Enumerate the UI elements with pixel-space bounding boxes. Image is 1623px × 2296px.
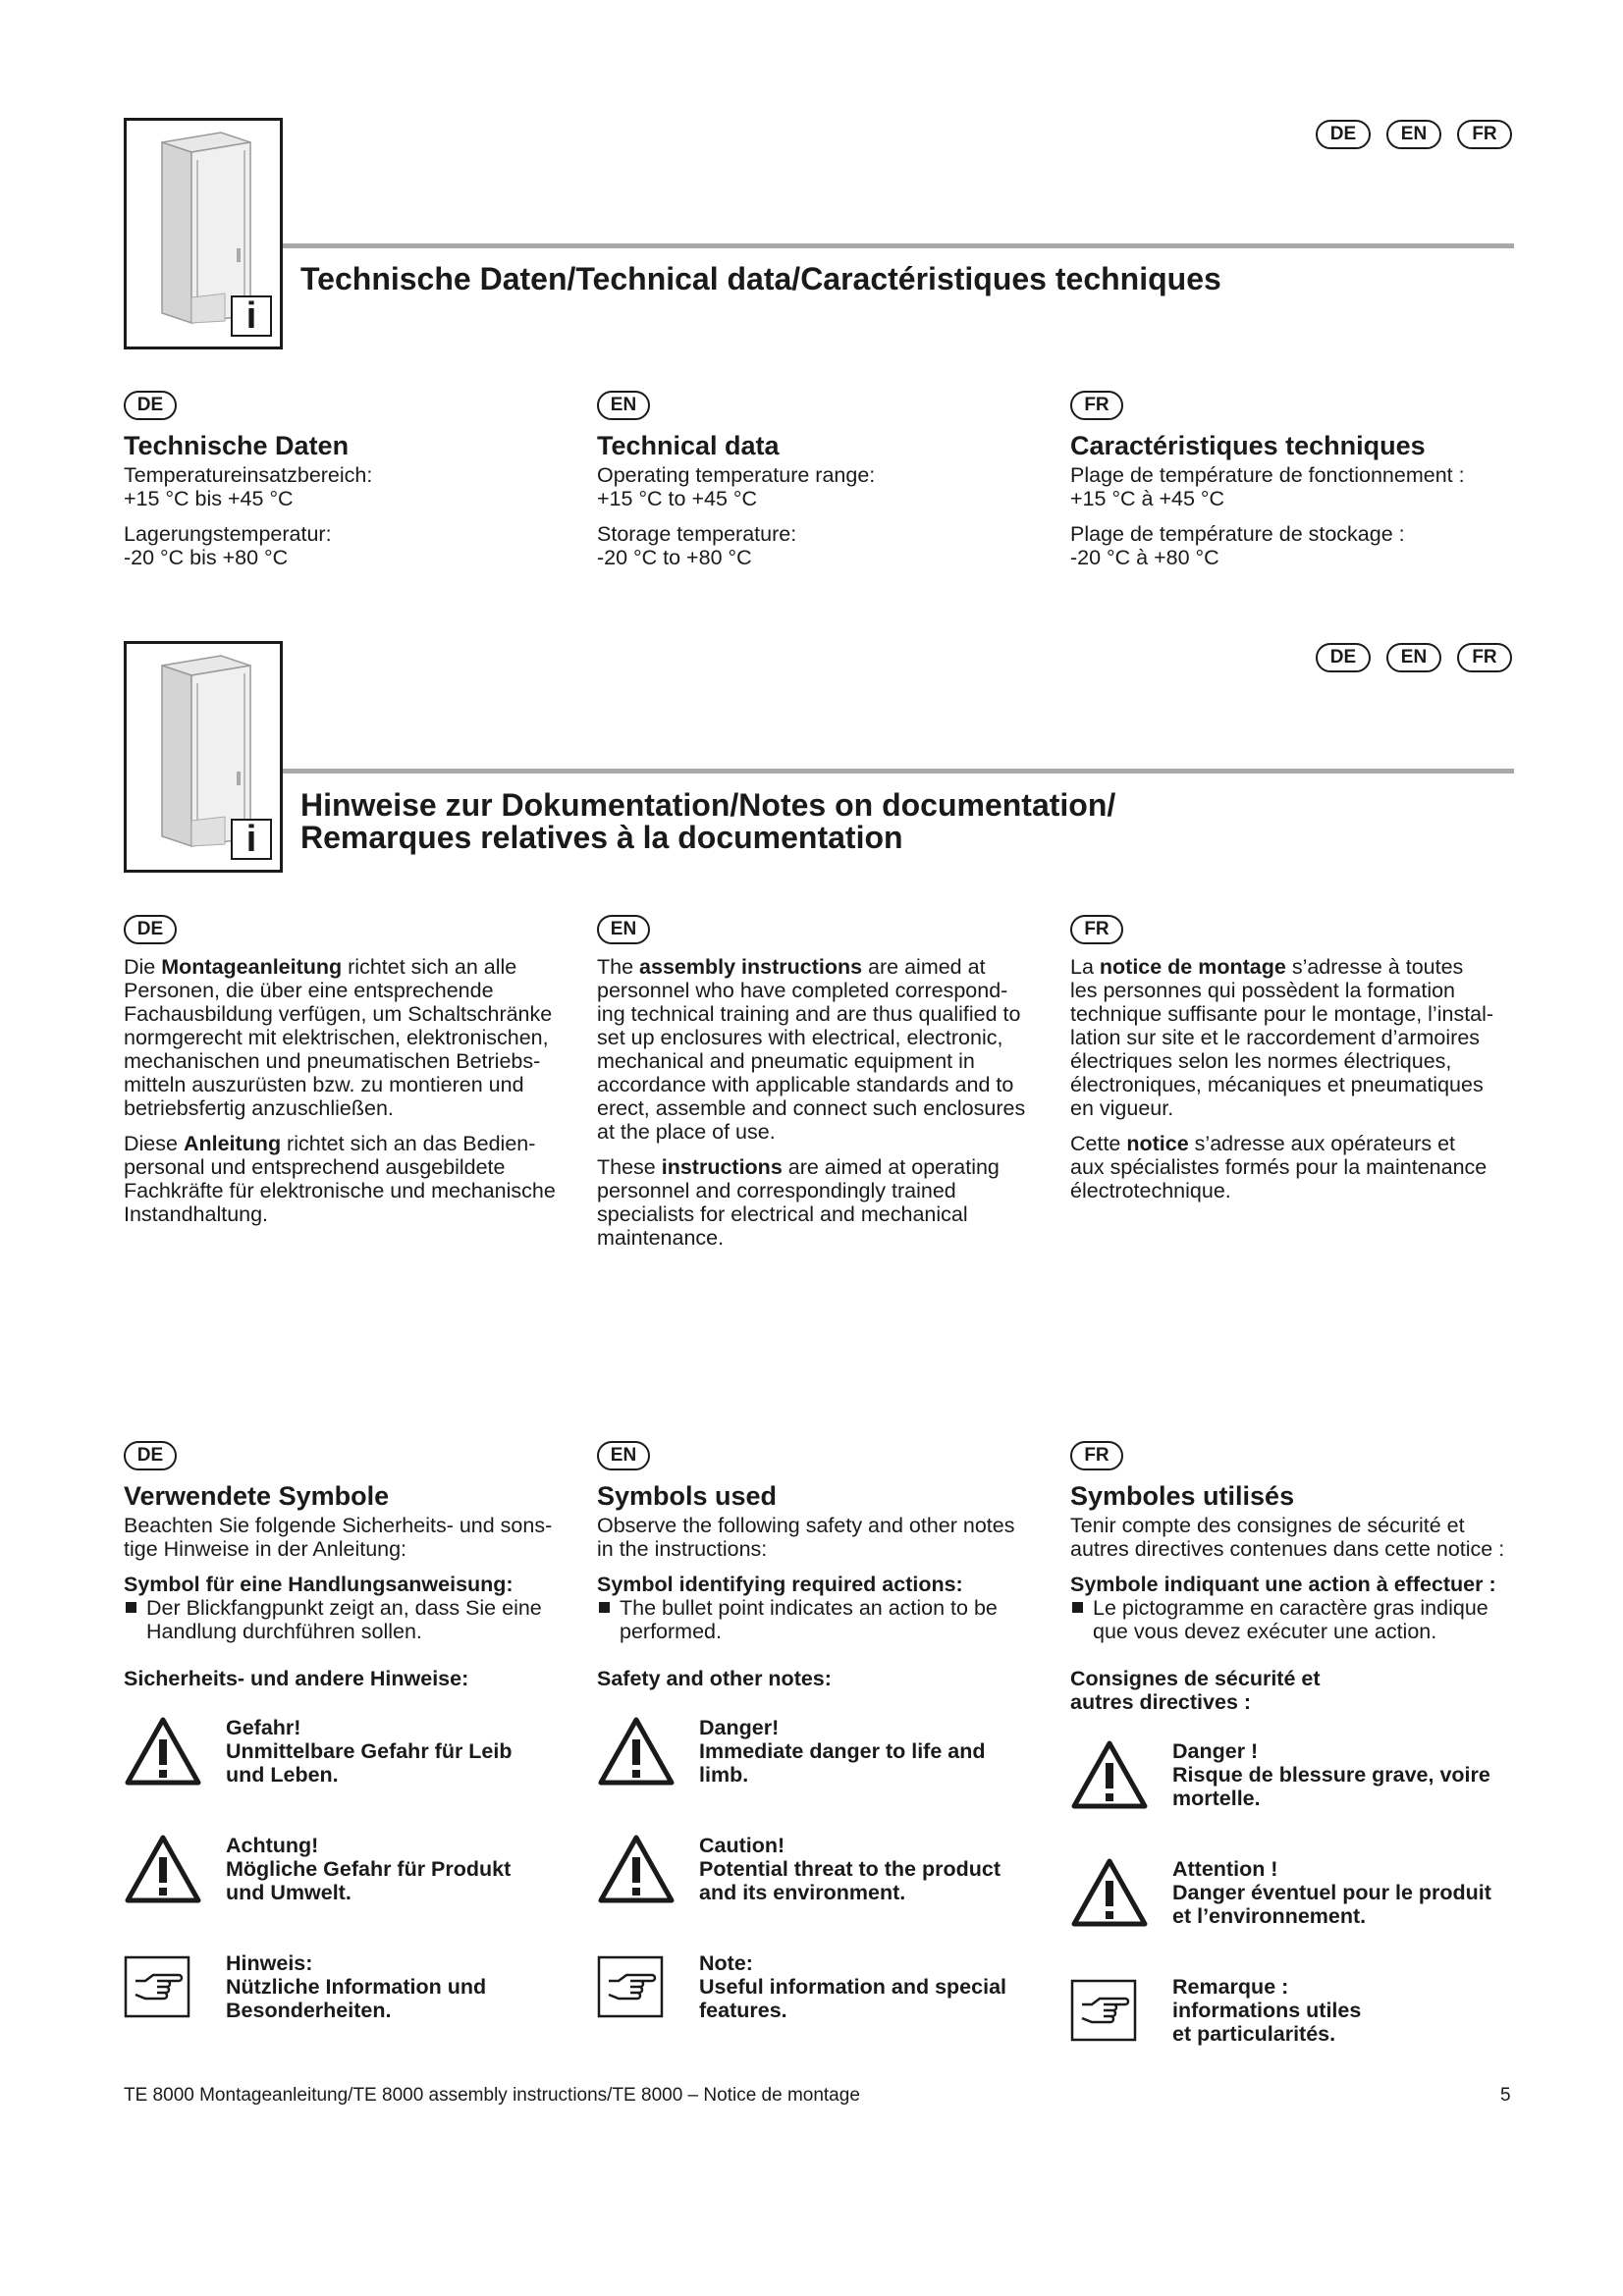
- bullet-square-icon: [1072, 1602, 1083, 1613]
- text-line: mechanischen und pneumatischen Betriebs-: [124, 1049, 541, 1073]
- tech-data-en-heading: Technical data: [597, 431, 780, 460]
- warning-triangle-icon: [597, 1834, 676, 1904]
- safety-heading: autres directives :: [1070, 1690, 1252, 1714]
- info-icon: i: [231, 819, 272, 860]
- pointing-hand-icon: [597, 1955, 666, 2020]
- text-line: électroniques, mécaniques et pneumatiques: [1070, 1073, 1484, 1096]
- text-line: ing technical training and are thus qualified to: [597, 1002, 1021, 1026]
- text-line: The assembly instructions are aimed at: [597, 955, 986, 979]
- symbols-de-heading: Verwendete Symbole: [124, 1481, 390, 1511]
- text-line: Cette notice s’adresse aux opérateurs et: [1070, 1132, 1455, 1155]
- text-line: Tenir compte des consignes de sécurité et: [1070, 1514, 1465, 1537]
- text-line: Instandhaltung.: [124, 1202, 269, 1226]
- symbols-en-heading: Symbols used: [597, 1481, 778, 1511]
- section-rule-1: [283, 243, 1514, 248]
- lang-badge-de: DE: [124, 1441, 177, 1470]
- bullet-square-icon: [599, 1602, 610, 1613]
- lang-badge-de-2: DE: [1316, 643, 1371, 672]
- doc-notes-de: [124, 955, 566, 1226]
- safety-heading: Consignes de sécurité et: [1070, 1667, 1321, 1690]
- tech-data-fr: [1070, 430, 1512, 569]
- text-line: électriques selon les normes électriques,: [1070, 1049, 1452, 1073]
- section-rule-2: [283, 769, 1514, 774]
- text-line: personnel and correspondingly trained: [597, 1179, 956, 1202]
- text-line: Plage de température de stockage :: [1070, 522, 1405, 546]
- text-line: betriebsfertig anzuschließen.: [124, 1096, 394, 1120]
- text-line: Operating temperature range:: [597, 463, 876, 487]
- text-line: technique suffisante pour le montage, l’instal-: [1070, 1002, 1494, 1026]
- text-line: These instructions are aimed at operating: [597, 1155, 1000, 1179]
- info-icon: i: [231, 295, 272, 337]
- text-line: Handlung durchführen sollen.: [146, 1620, 422, 1643]
- text-line: set up enclosures with electrical, electronic,: [597, 1026, 1003, 1049]
- text-line: maintenance.: [597, 1226, 725, 1250]
- text-line: les personnes qui possèdent la formation: [1070, 979, 1456, 1002]
- text-line: autres directives contenues dans cette notice :: [1070, 1537, 1505, 1561]
- text-line: Temperatureinsatzbereich:: [124, 463, 373, 487]
- text-line: Le pictogramme en caractère gras indique: [1093, 1596, 1488, 1620]
- symbols-fr-heading: Symboles utilisés: [1070, 1481, 1295, 1511]
- lang-badge-fr-1: FR: [1457, 120, 1512, 149]
- lang-badge-fr: FR: [1070, 391, 1123, 420]
- lang-badge-de: DE: [124, 391, 177, 420]
- symbols-en: [597, 1480, 1039, 1690]
- text-line: en vigueur.: [1070, 1096, 1174, 1120]
- page-footer: TE 8000 Montageanleitung/TE 8000 assembly instructions/TE 8000 – Notice de montage: [124, 2085, 860, 2106]
- safety-heading: Sicherheits- und andere Hinweise:: [124, 1667, 469, 1690]
- text-line: électrotechnique.: [1070, 1179, 1231, 1202]
- doc-notes-fr: [1070, 955, 1512, 1202]
- text-line: La notice de montage s’adresse à toutes: [1070, 955, 1464, 979]
- text-line: Observe the following safety and other notes: [597, 1514, 1015, 1537]
- action-heading: Symbol identifying required actions:: [597, 1573, 963, 1596]
- text-line: mechanical and pneumatic equipment in: [597, 1049, 975, 1073]
- text-line: accordance with applicable standards and to: [597, 1073, 1014, 1096]
- lang-badge-en: EN: [597, 391, 650, 420]
- safety-heading: Safety and other notes:: [597, 1667, 832, 1690]
- cabinet-info-icon-box-2: [124, 641, 283, 873]
- tech-data-de: [124, 430, 566, 569]
- text-line: lation sur site et le raccordement d’armoires: [1070, 1026, 1481, 1049]
- lang-badge-fr: FR: [1070, 1441, 1123, 1470]
- text-line: personal und entsprechend ausgebildete: [124, 1155, 506, 1179]
- text-line: tige Hinweise in der Anleitung:: [124, 1537, 407, 1561]
- doc-notes-en: [597, 955, 1039, 1250]
- text-line: Diese Anleitung richtet sich an das Bedien-: [124, 1132, 536, 1155]
- tech-data-fr-heading: Caractéristiques techniques: [1070, 431, 1426, 460]
- section-title-documentation: [300, 789, 1115, 854]
- text-line: +15 °C bis +45 °C: [124, 487, 294, 510]
- text-line: +15 °C à +45 °C: [1070, 487, 1225, 510]
- text-line: in the instructions:: [597, 1537, 768, 1561]
- action-heading: Symbole indiquant une action à effectuer :: [1070, 1573, 1496, 1596]
- text-line: The bullet point indicates an action to be: [620, 1596, 998, 1620]
- warning-triangle-icon: [1070, 1857, 1149, 1928]
- warning-triangle-icon: [124, 1834, 202, 1904]
- text-line: performed.: [620, 1620, 722, 1643]
- text-line: Storage temperature:: [597, 522, 797, 546]
- text-line: erect, assemble and connect such enclosures: [597, 1096, 1026, 1120]
- section-title-line: Remarques relatives à la documentation: [300, 820, 903, 855]
- text-line: -20 °C bis +80 °C: [124, 546, 289, 569]
- symbols-de: [124, 1480, 566, 1690]
- lang-badge-en-2: EN: [1386, 643, 1441, 672]
- tech-data-de-heading: Technische Daten: [124, 431, 350, 460]
- text-line: Der Blickfangpunkt zeigt an, dass Sie eine: [146, 1596, 542, 1620]
- section-title-technical-data: Technische Daten/Technical data/Caractéristiques techniques: [300, 261, 1221, 296]
- pointing-hand-icon: [124, 1955, 192, 2020]
- text-line: Lagerungstemperatur:: [124, 522, 332, 546]
- text-line: Beachten Sie folgende Sicherheits- und sons-: [124, 1514, 553, 1537]
- warning-triangle-icon: [597, 1716, 676, 1787]
- text-line: aux spécialistes formés pour la maintenance: [1070, 1155, 1488, 1179]
- action-bullet: [124, 1596, 566, 1643]
- text-line: personnel who have completed correspond-: [597, 979, 1008, 1002]
- text-line: -20 °C à +80 °C: [1070, 546, 1219, 569]
- lang-badge-de-1: DE: [1316, 120, 1371, 149]
- text-line: Fachausbildung verfügen, um Schaltschränke: [124, 1002, 553, 1026]
- lang-badge-fr-2: FR: [1457, 643, 1512, 672]
- symbols-fr: [1070, 1480, 1512, 1714]
- warning-triangle-icon: [124, 1716, 202, 1787]
- text-line: specialists for electrical and mechanical: [597, 1202, 968, 1226]
- tech-data-en: [597, 430, 1039, 569]
- text-line: normgerecht mit elektrischen, elektronischen,: [124, 1026, 549, 1049]
- lang-badge-fr: FR: [1070, 915, 1123, 944]
- pointing-hand-icon: [1070, 1979, 1139, 2044]
- lang-badge-en-1: EN: [1386, 120, 1441, 149]
- action-bullet: [597, 1596, 1039, 1643]
- action-heading: Symbol für eine Handlungsanweisung:: [124, 1573, 514, 1596]
- text-line: Plage de température de fonctionnement :: [1070, 463, 1465, 487]
- cabinet-info-icon-box-1: [124, 118, 283, 349]
- lang-badge-en: EN: [597, 915, 650, 944]
- text-line: Die Montageanleitung richtet sich an alle: [124, 955, 517, 979]
- text-line: at the place of use.: [597, 1120, 776, 1144]
- bullet-square-icon: [126, 1602, 136, 1613]
- warning-triangle-icon: [1070, 1739, 1149, 1810]
- text-line: -20 °C to +80 °C: [597, 546, 752, 569]
- section-title-line: Hinweise zur Dokumentation/Notes on documentation/: [300, 787, 1116, 823]
- lang-badge-en: EN: [597, 1441, 650, 1470]
- text-line: Personen, die über eine entsprechende: [124, 979, 494, 1002]
- text-line: mitteln auszurüsten bzw. zu montieren und: [124, 1073, 524, 1096]
- action-bullet: [1070, 1596, 1512, 1643]
- lang-badge-de: DE: [124, 915, 177, 944]
- text-line: que vous devez exécuter une action.: [1093, 1620, 1437, 1643]
- text-line: +15 °C to +45 °C: [597, 487, 758, 510]
- page-number: 5: [1500, 2085, 1511, 2106]
- text-line: Fachkräfte für elektronische und mechanische: [124, 1179, 556, 1202]
